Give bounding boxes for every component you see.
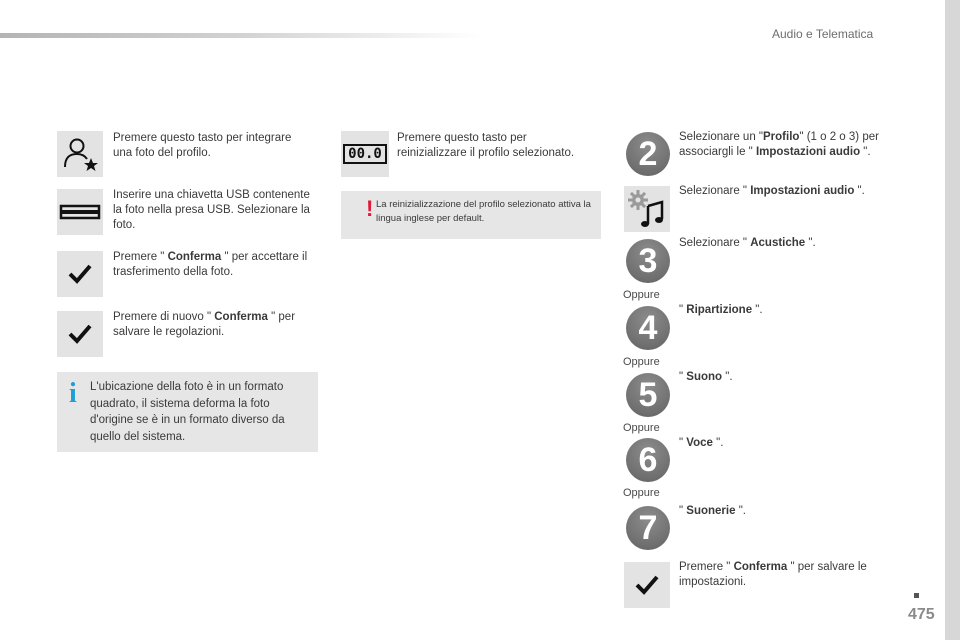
text-part: " (679, 304, 687, 316)
warning-text: La reinizializzazione del profilo selezionato attiva la lingua inglese per default. (376, 199, 591, 224)
info-note (57, 372, 318, 452)
checkmark-icon (67, 323, 93, 345)
step-number-3: 3 (626, 239, 670, 283)
text-part: ". (712, 437, 724, 449)
select-audio-settings-text (679, 184, 899, 199)
info-text: L'ubicazione della foto è in un formato quadrato, il sistema deforma la foto d'origine se è in un formato diverso da quello del sistema. (90, 381, 285, 443)
acustiche-label: Acustiche (750, 237, 806, 249)
text-part: " per salvare le regolazioni. (113, 311, 296, 338)
confirm-transfer-button[interactable] (57, 251, 103, 297)
profile-photo-button[interactable] (57, 131, 103, 177)
profile-star-icon (60, 134, 100, 174)
audio-settings-button[interactable] (624, 186, 670, 232)
text-part: Selezionare " (679, 237, 751, 249)
ripartizione-text (679, 303, 879, 318)
text-part: " (679, 437, 687, 449)
conferma-label: Conferma (733, 561, 788, 573)
reset-counter-icon: 00.0 (343, 144, 387, 164)
select-profile-text (679, 130, 879, 160)
confirm-settings-button[interactable] (624, 562, 670, 608)
or-separator: Oppure (623, 289, 660, 301)
step-confirm-save-text (113, 310, 318, 340)
text-part: " (679, 371, 687, 383)
suonerie-label: Suonerie (686, 505, 736, 517)
step-number-4: 4 (626, 306, 670, 350)
conferma-label: Conferma (167, 251, 222, 263)
select-acustiche-text (679, 236, 879, 251)
page-edge-bar (945, 0, 960, 640)
step-number-5: 5 (626, 373, 670, 417)
checkmark-icon (67, 263, 93, 285)
suonerie-text (679, 504, 879, 519)
step-confirm-transfer-text (113, 250, 318, 280)
impostazioni-audio-label: Impostazioni audio (755, 146, 861, 158)
step-insert-usb-text: Inserire una chiavetta USB contenente la foto nella presa USB. Selezionare la foto. (113, 189, 310, 231)
text-part: " (1 o 2 o 3) per associargli le " (679, 131, 879, 158)
text-part: " (679, 505, 687, 517)
or-separator: Oppure (623, 487, 660, 499)
text-part: " per salvare le impostazioni. (679, 561, 867, 588)
step-number-6: 6 (626, 438, 670, 482)
footer-marker (914, 593, 919, 598)
text-part: " per accettare il trasferimento della foto. (113, 251, 308, 278)
voce-text (679, 436, 879, 451)
step-add-photo-text: Premere questo tasto per integrare una foto del profilo. (113, 132, 292, 159)
warning-note (341, 191, 601, 239)
step-number-7: 7 (626, 506, 670, 550)
or-separator: Oppure (623, 422, 660, 434)
conferma-label: Conferma (214, 311, 268, 323)
text-part: ". (854, 185, 865, 197)
text-part: Premere " (113, 251, 168, 263)
confirm-save-button[interactable] (57, 311, 103, 357)
text-part: Selezionare " (679, 185, 751, 197)
gear-music-note-icon (626, 188, 668, 230)
text-part: ". (722, 371, 733, 383)
voce-label: Voce (686, 437, 713, 449)
or-separator: Oppure (623, 356, 660, 368)
suono-label: Suono (686, 371, 723, 383)
text-part: ". (752, 304, 763, 316)
usb-icon-box (57, 189, 103, 235)
text-part: Premere " (679, 561, 734, 573)
impostazioni-audio-label: Impostazioni audio (750, 185, 855, 197)
text-part: Premere di nuovo " (113, 311, 215, 323)
step-number-2: 2 (626, 132, 670, 176)
usb-stick-icon (59, 202, 101, 222)
page-number: 475 (908, 606, 935, 623)
reset-profile-button[interactable] (341, 131, 389, 177)
text-part: ". (860, 146, 871, 158)
text-part: ". (735, 505, 746, 517)
suono-text (679, 370, 879, 385)
ripartizione-label: Ripartizione (686, 304, 753, 316)
warning-icon: ! (366, 196, 374, 221)
text-part: Selezionare un " (679, 131, 763, 143)
profilo-label: Profilo (763, 131, 800, 143)
section-title: Audio e Telematica (772, 27, 874, 41)
checkmark-icon (634, 574, 660, 596)
confirm-settings-text (679, 560, 889, 590)
text-part: ". (805, 237, 816, 249)
reset-profile-text: Premere questo tasto per reinizializzare il profilo selezionato. (397, 132, 575, 159)
info-icon: i (69, 378, 77, 409)
header-gradient-bar (0, 33, 480, 38)
